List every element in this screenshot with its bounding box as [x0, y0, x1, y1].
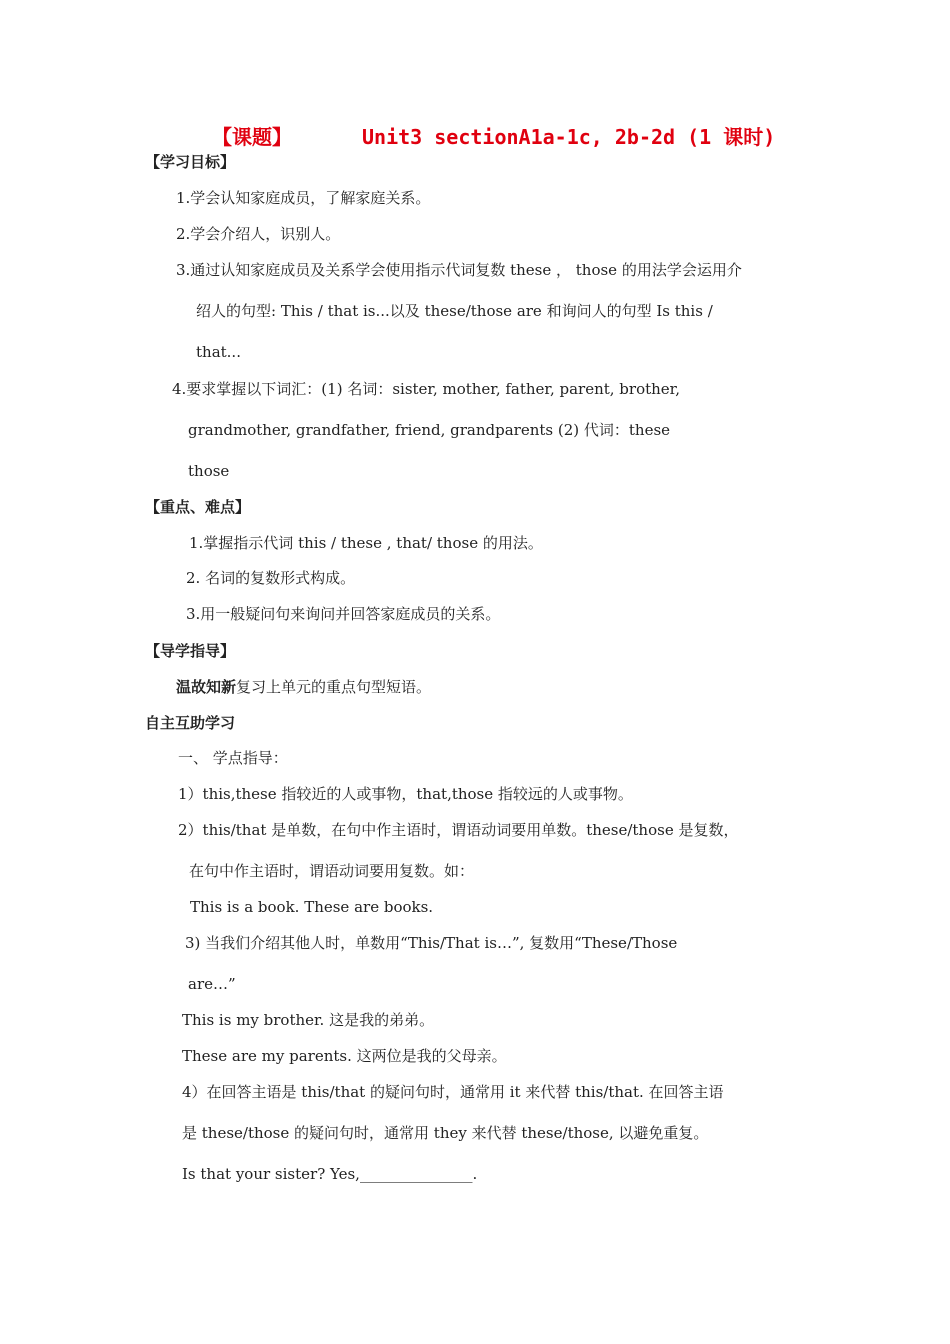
goal-item: 2.学会介绍人，识别人。: [176, 225, 341, 243]
review-text: 复习上单元的重点句型短语。: [236, 678, 432, 696]
review-line: [176, 677, 431, 697]
exercise-line: Is that your sister? Yes,_______________.: [182, 1165, 478, 1183]
point-item: 2）this/that 是单数，在句中作主语时，谓语动词要用单数。these/those 是复数，: [178, 821, 739, 839]
review-label: 温故知新: [176, 678, 237, 696]
keypoint-item: 1.掌握指示代词 this / these , that/ those 的用法。: [189, 534, 543, 552]
point-item: 1）this,these 指较近的人或事物，that,those 指较远的人或事物。: [178, 785, 633, 803]
example-line: These are my parents. 这两位是我的父母亲。: [182, 1047, 507, 1065]
guide-heading: 【导学指导】: [145, 642, 236, 660]
example-line: This is my brother. 这是我的弟弟。: [182, 1011, 435, 1029]
keypoint-item: 3.用一般疑问句来询问并回答家庭成员的关系。: [186, 605, 501, 623]
point-item: are…”: [188, 975, 236, 993]
goals-heading: 【学习目标】: [145, 153, 236, 171]
goal-item: that...: [196, 343, 241, 361]
keypoints-heading: 【重点、难点】: [145, 498, 251, 516]
point-item: 是 these/those 的疑问句时，通常用 they 来代替 these/those, 以避免重复。: [182, 1124, 709, 1142]
point-heading: 一、 学点指导：: [178, 749, 288, 767]
goal-item: grandmother, grandfather, friend, grandparents (2) 代词：these: [188, 421, 671, 439]
keypoint-item: 2. 名词的复数形式构成。: [186, 569, 356, 587]
goal-item: those: [188, 462, 230, 480]
point-item: 3) 当我们介绍其他人时，单数用“This/That is…”, 复数用“These/Those: [185, 934, 678, 952]
point-item: 在句中作主语时，谓语动词要用复数。如：: [189, 862, 475, 880]
goal-item: 绍人的句型: This / that is...以及 these/those are 和询问人的句型 Is this /: [196, 302, 713, 320]
title-tag: 【课题】: [212, 125, 292, 149]
self-study-heading: 自主互助学习: [145, 714, 236, 732]
goal-item: 3.通过认知家庭成员及关系学会使用指示代词复数 these ， those 的用法学会运用介: [176, 261, 742, 279]
goal-item: 4.要求掌握以下词汇：(1) 名词：sister, mother, father, parent, brother,: [172, 380, 680, 398]
goal-item: 1.学会认知家庭成员，了解家庭关系。: [176, 189, 431, 207]
title-text: Unit3 sectionA1a-1c, 2b-2d (1 课时): [362, 125, 776, 149]
point-item: 4）在回答主语是 this/that 的疑问句时，通常用 it 来代替 this/that. 在回答主语: [182, 1083, 724, 1101]
example-line: This is a book. These are books.: [190, 898, 434, 916]
